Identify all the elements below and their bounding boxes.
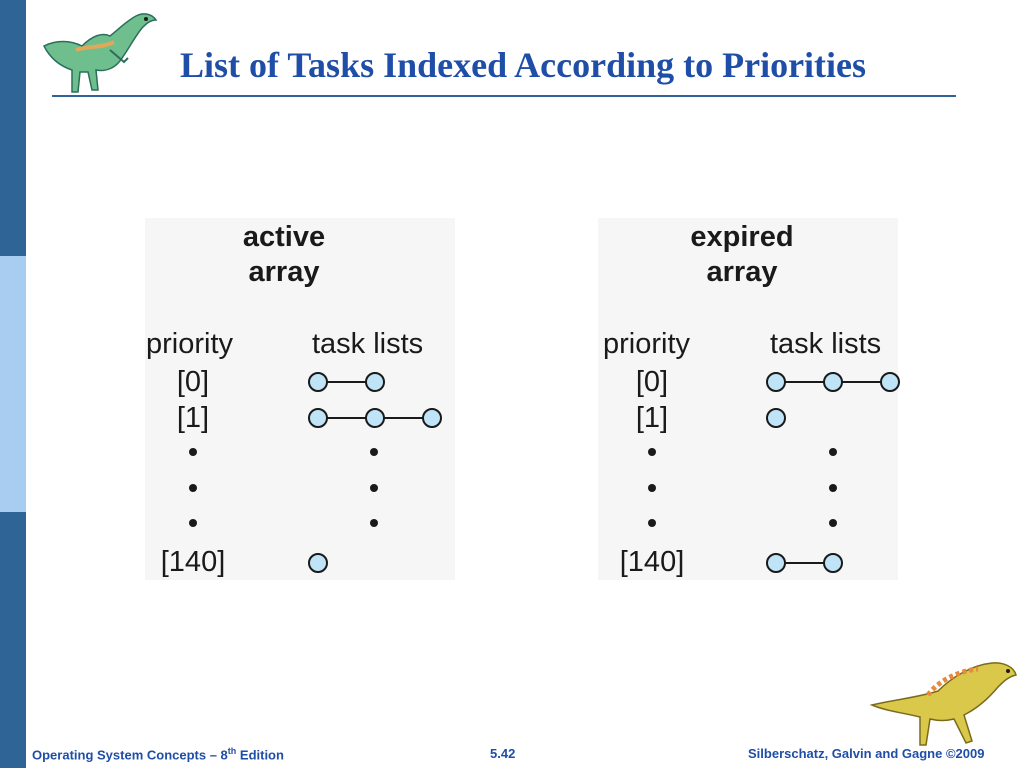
active-priority-ellipsis-dot [189, 448, 197, 456]
expired-index-1: [1] [635, 402, 669, 434]
expired-priority-ellipsis-dot [648, 484, 656, 492]
expired-tasks-ellipsis-dot [829, 484, 837, 492]
active-heading-line2: array [248, 256, 320, 288]
title-divider [52, 95, 956, 97]
active-tasks-ellipsis-dot [370, 519, 378, 527]
active-index-1: [1] [176, 402, 210, 434]
expired-index-140: [140] [619, 546, 685, 578]
footer-book-sup: th [227, 746, 237, 756]
expired-heading-line2: array [706, 256, 778, 288]
active-index-0: [0] [176, 366, 210, 398]
footer-book-suffix: Edition [236, 747, 284, 763]
expired-priority-label: priority [603, 328, 691, 360]
sidebar-middle [0, 256, 26, 512]
active-tasks-ellipsis-dot [370, 448, 378, 456]
expired-index-0: [0] [635, 366, 669, 398]
active-priority-label: priority [146, 328, 234, 360]
active-heading-line1: active [242, 221, 326, 253]
active-tasks-label: task lists [312, 328, 424, 360]
footer-book-title [32, 746, 284, 762]
active-priority-ellipsis-dot [189, 484, 197, 492]
expired-tasks-ellipsis-dot [829, 448, 837, 456]
dinosaur-icon [868, 655, 1018, 750]
expired-heading-line1: expired [690, 221, 794, 253]
slide-title: List of Tasks Indexed According to Priorities [180, 45, 867, 85]
active-tasks-ellipsis-dot [370, 484, 378, 492]
footer-slide-number: 5.42 [490, 746, 516, 761]
active-array-heading [184, 220, 384, 290]
footer-book-prefix: Operating System Concepts – 8 [32, 747, 228, 763]
sidebar-bottom [0, 512, 26, 768]
expired-tasks-ellipsis-dot [829, 519, 837, 527]
sidebar-top [0, 0, 26, 256]
expired-tasks-label: task lists [770, 328, 882, 360]
expired-priority-ellipsis-dot [648, 519, 656, 527]
active-index-140: [140] [160, 546, 226, 578]
footer-authors: Silberschatz, Galvin and Gagne ©2009 [748, 746, 985, 761]
expired-priority-ellipsis-dot [648, 448, 656, 456]
active-priority-ellipsis-dot [189, 519, 197, 527]
dinosaur-logo-icon [36, 6, 160, 98]
expired-array-heading [642, 220, 842, 290]
